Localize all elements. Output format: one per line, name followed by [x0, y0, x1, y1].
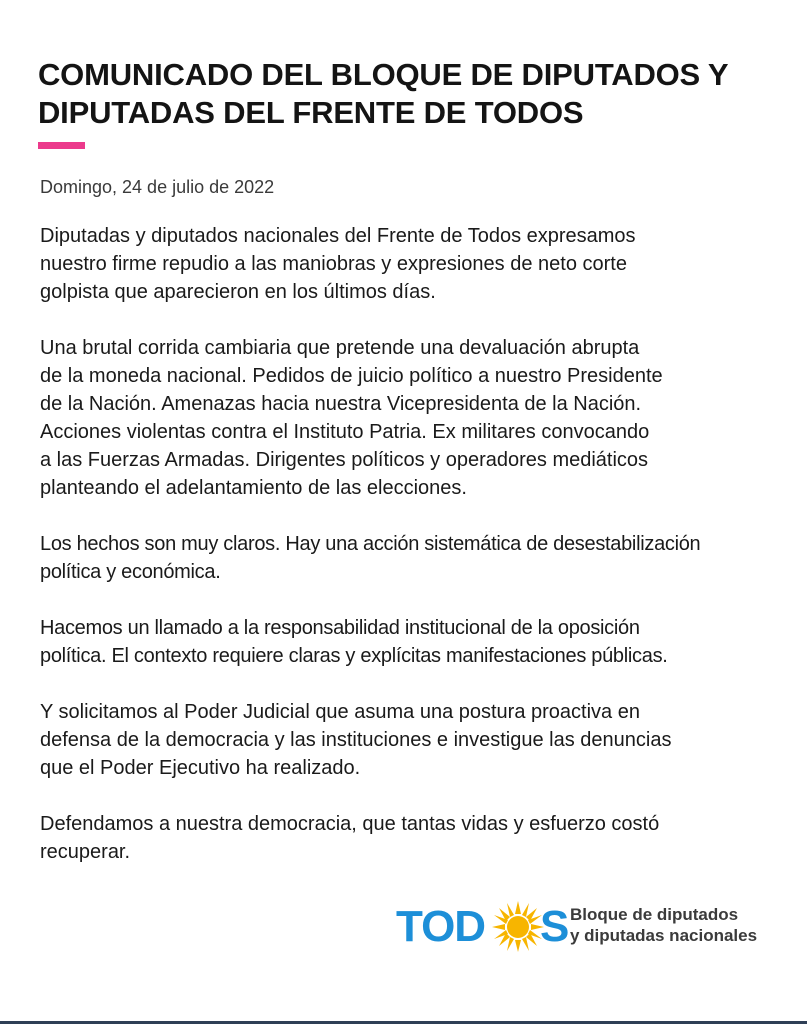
sun-icon — [492, 900, 544, 952]
logo-subtitle-line-1: Bloque de diputados — [570, 905, 739, 924]
title-line-2: DIPUTADAS DEL FRENTE DE TODOS — [38, 95, 584, 130]
paragraph-3 — [40, 530, 780, 586]
paragraph-line: Acciones violentas contra el Instituto Patria. Ex militares convocando — [40, 421, 650, 443]
publication-date: Domingo, 24 de julio de 2022 — [40, 177, 275, 197]
paragraph-line: Los hechos son muy claros. Hay una acción sistemática de desestabilización — [40, 533, 701, 555]
paragraph-line: Hacemos un llamado a la responsabilidad institucional de la oposición — [40, 617, 640, 639]
paragraph-1 — [40, 222, 780, 306]
paragraph-line: recuperar. — [40, 841, 131, 863]
logo-wordmark-right: S — [540, 902, 570, 951]
paragraph-line: que el Poder Ejecutivo ha realizado. — [40, 757, 361, 779]
page-title — [38, 56, 778, 132]
paragraph-line: planteando el adelantamiento de las elecciones. — [40, 477, 467, 499]
statement-body — [40, 222, 780, 894]
paragraph-line: defensa de la democracia y las instituciones e investigue las denuncias — [40, 729, 672, 751]
paragraph-line: Defendamos a nuestra democracia, que tantas vidas y esfuerzo costó — [40, 813, 660, 835]
paragraph-6 — [40, 810, 780, 866]
todos-logo — [396, 900, 776, 956]
paragraph-5 — [40, 698, 780, 782]
paragraph-line: de la moneda nacional. Pedidos de juicio político a nuestro Presidente — [40, 365, 663, 387]
title-line-1: COMUNICADO DEL BLOQUE DE DIPUTADOS Y — [38, 57, 729, 92]
paragraph-line: Una brutal corrida cambiaria que pretende una devaluación abrupta — [40, 337, 640, 359]
paragraph-line: golpista que aparecieron en los últimos días. — [40, 281, 436, 303]
paragraph-line: a las Fuerzas Armadas. Dirigentes políticos y operadores mediáticos — [40, 449, 649, 471]
paragraph-line: política y económica. — [40, 561, 221, 583]
logo-wordmark-left: TOD — [396, 902, 486, 951]
paragraph-4 — [40, 614, 780, 670]
paragraph-line: política. El contexto requiere claras y explícitas manifestaciones públicas. — [40, 645, 668, 667]
paragraph-line: Y solicitamos al Poder Judicial que asuma una postura proactiva en — [40, 701, 640, 723]
paragraph-line: nuestro firme repudio a las maniobras y expresiones de neto corte — [40, 253, 627, 275]
accent-bar — [38, 142, 85, 149]
logo-subtitle — [570, 904, 757, 946]
paragraph-line: de la Nación. Amenazas hacia nuestra Vicepresidenta de la Nación. — [40, 393, 642, 415]
paragraph-line: Diputadas y diputados nacionales del Frente de Todos expresamos — [40, 225, 636, 247]
logo-subtitle-line-2: y diputadas nacionales — [570, 926, 758, 945]
paragraph-2 — [40, 334, 780, 502]
